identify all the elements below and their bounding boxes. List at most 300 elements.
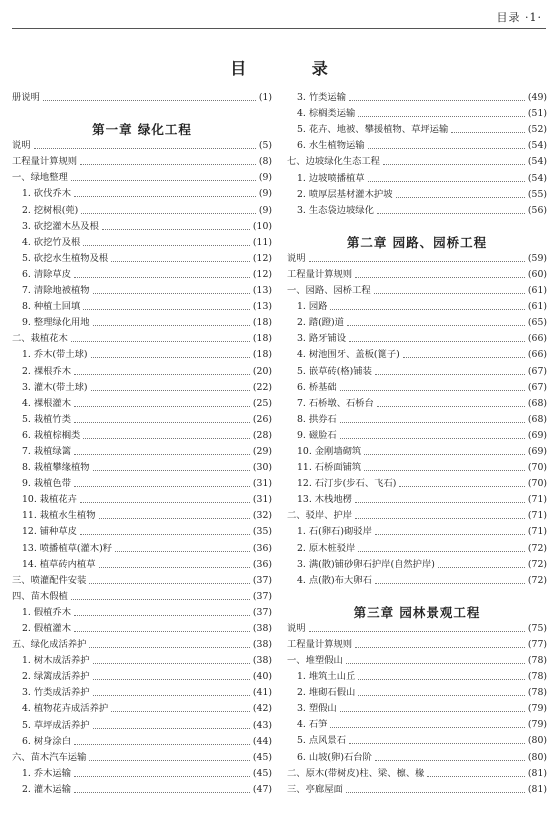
dot-leader <box>74 422 250 423</box>
toc-page-number: (61) <box>527 301 547 313</box>
toc-subentry[interactable] <box>12 442 272 458</box>
toc-subentry[interactable] <box>12 394 272 410</box>
toc-entry-label: 10. 金刚墙砌筑 <box>297 445 362 457</box>
toc-entry-label: 3. 竹类成活养护 <box>22 687 90 699</box>
toc-entry-label: 2. 裸根乔木 <box>22 365 72 377</box>
dot-leader <box>34 148 256 149</box>
toc-entry-label: 册说明 <box>12 92 40 104</box>
chapter-heading: 第二章 园路、园桥工程 <box>346 234 488 249</box>
toc-page-number: (79) <box>527 703 547 715</box>
toc-subentry[interactable] <box>287 715 547 731</box>
dot-leader <box>102 229 250 230</box>
toc-page-number: (79) <box>527 719 547 731</box>
toc-subentry[interactable] <box>287 555 547 571</box>
dot-leader <box>438 567 525 568</box>
dot-leader <box>93 679 250 680</box>
dot-leader <box>93 470 250 471</box>
toc-entry-label: 4. 植物花卉成活养护 <box>22 703 109 715</box>
toc-subentry[interactable] <box>12 249 272 265</box>
dot-leader <box>364 470 525 471</box>
toc-entry[interactable] <box>287 780 547 796</box>
toc-entry-label: 3. 竹类运输 <box>297 92 347 104</box>
toc-page-number: (40) <box>252 671 272 683</box>
toc-entry[interactable] <box>287 152 547 168</box>
toc-subentry[interactable] <box>12 683 272 699</box>
toc-subentry[interactable] <box>287 683 547 699</box>
toc-entry-label: 一、绿地整理 <box>12 172 68 184</box>
toc-entry-label: 3. 生态袋边坡绿化 <box>297 204 374 216</box>
toc-entry-label: 10. 栽植花卉 <box>22 494 77 506</box>
toc-page-number: (81) <box>527 767 547 779</box>
toc-subentry[interactable] <box>12 281 272 297</box>
dot-leader <box>396 197 525 198</box>
dot-leader <box>451 132 525 133</box>
toc-entry-label: 5. 栽植竹类 <box>22 413 72 425</box>
toc-page-number: (37) <box>252 590 272 602</box>
toc-entry-label: 6. 山坡(卵)石台阶 <box>297 751 372 763</box>
toc-entry[interactable] <box>12 88 272 104</box>
dot-leader <box>93 728 250 729</box>
toc-entry-label: 2. 原木桩驳岸 <box>297 542 356 554</box>
dot-leader <box>355 502 525 503</box>
toc-page-number: (61) <box>527 285 547 297</box>
dot-leader <box>330 309 524 310</box>
running-header <box>12 8 546 29</box>
toc-entry-label: 5. 点风景石 <box>297 735 347 747</box>
chapter-heading: 第一章 绿化工程 <box>92 122 192 137</box>
toc-page-number: (49) <box>527 92 547 104</box>
toc-entry-label: 4. 棕榈类运输 <box>297 108 356 120</box>
toc-entry[interactable] <box>287 506 547 522</box>
toc-page-number: (38) <box>252 623 272 634</box>
toc-subentry[interactable] <box>287 185 547 201</box>
toc-page-number: (78) <box>527 671 547 683</box>
toc-entry-label: 二、原木(带树皮)柱、梁、檩、椽 <box>287 767 425 779</box>
toc-subentry[interactable] <box>12 378 272 394</box>
toc-entry-label: 2. 堆砌石假山 <box>297 687 356 699</box>
dot-leader <box>340 422 525 423</box>
toc-subentry[interactable] <box>287 410 547 426</box>
toc-page-number: (37) <box>252 574 272 586</box>
toc-entry-label: 5. 砍挖水生植物及根 <box>22 252 109 264</box>
dot-leader <box>74 792 250 793</box>
toc-subentry[interactable] <box>287 458 547 474</box>
toc-page-number: (42) <box>252 703 272 715</box>
toc-entry-label: 4. 树池围牙、盖板(篦子) <box>297 349 400 361</box>
toc-page-number: (47) <box>252 783 272 795</box>
dot-leader <box>346 663 525 664</box>
dot-leader <box>375 534 525 535</box>
toc-entry-label: 3. 灌木(带土球) <box>22 381 88 393</box>
dot-leader <box>349 743 525 744</box>
toc-subentry[interactable] <box>287 426 547 442</box>
dot-leader <box>358 695 525 696</box>
toc-page-number: (26) <box>252 413 272 425</box>
dot-leader <box>355 277 525 278</box>
dot-leader <box>74 615 250 616</box>
dot-leader <box>368 181 525 182</box>
toc-subentry[interactable] <box>287 136 547 152</box>
dot-leader <box>43 100 256 101</box>
toc-page-number: (59) <box>527 252 547 264</box>
toc-entry-label: 6. 树身涂白 <box>22 735 72 747</box>
toc-page-number: (54) <box>527 140 547 152</box>
dot-leader <box>91 357 250 358</box>
toc-subentry[interactable] <box>287 747 547 763</box>
toc-page-number: (51) <box>527 108 547 120</box>
toc-page-number: (1) <box>258 92 272 104</box>
toc-entry-label: 2. 假植灌木 <box>22 623 72 634</box>
toc-entry-label: 5. 草坪成活养护 <box>22 719 90 731</box>
dot-leader <box>80 164 256 165</box>
toc-entry-label: 1. 假植乔木 <box>22 606 72 618</box>
dot-leader <box>74 454 250 455</box>
page-number: 目录 ·1· <box>496 11 542 24</box>
toc-page-number: (60) <box>527 268 547 280</box>
toc-page-number: (36) <box>252 542 272 554</box>
dot-leader <box>340 390 525 391</box>
toc-subentry[interactable] <box>287 104 547 120</box>
dot-leader <box>93 325 250 326</box>
toc-subentry[interactable] <box>12 715 272 731</box>
dot-leader <box>309 261 525 262</box>
toc-entry-label: 8. 种植土回填 <box>22 301 81 313</box>
toc-page-number: (72) <box>527 574 547 586</box>
dot-leader <box>346 792 525 793</box>
toc-right-column <box>287 88 547 796</box>
toc-page-number: (18) <box>252 349 272 361</box>
toc-subentry[interactable] <box>12 200 272 216</box>
toc-entry-label: 9. 磁脸石 <box>297 429 337 441</box>
toc-entry-label: 13. 木栈地楞 <box>297 494 352 506</box>
chapter-heading: 第三章 园林景观工程 <box>353 604 481 619</box>
toc-page-number: (31) <box>252 494 272 506</box>
toc-entry-label: 工程量计算规则 <box>287 268 353 280</box>
toc-page-number: (56) <box>527 204 547 216</box>
dot-leader <box>74 776 250 777</box>
dot-leader <box>364 454 525 455</box>
toc-left-column <box>12 88 272 796</box>
toc-page-number: (67) <box>527 365 547 377</box>
toc-page-number: (9) <box>258 172 272 184</box>
dot-leader <box>358 679 525 680</box>
dot-leader <box>99 518 250 519</box>
toc-page-number: (69) <box>527 445 547 457</box>
toc-entry[interactable] <box>287 281 547 297</box>
toc-subentry[interactable] <box>12 410 272 426</box>
toc-entry-label: 8. 拱券石 <box>297 413 337 425</box>
dot-leader <box>93 663 250 664</box>
toc-entry-label: 6. 桥基础 <box>297 381 337 393</box>
toc-entry-label: 6. 清除草皮 <box>22 268 72 280</box>
toc-entry-label: 说明 <box>287 622 306 634</box>
dot-leader <box>427 776 524 777</box>
toc-entry-label: 1. 乔木运输 <box>22 767 72 779</box>
toc-page-number: (72) <box>527 558 547 570</box>
dot-leader <box>349 100 525 101</box>
toc-subentry[interactable] <box>287 522 547 538</box>
toc-entry[interactable] <box>12 571 272 587</box>
toc-subentry[interactable] <box>12 555 272 571</box>
toc-page-number: (25) <box>252 397 272 409</box>
toc-subentry[interactable] <box>287 699 547 715</box>
toc-page-number: (54) <box>527 172 547 184</box>
toc-entry[interactable] <box>287 249 547 265</box>
toc-entry-label: 12. 铺种草皮 <box>22 526 77 538</box>
dot-leader <box>74 277 250 278</box>
toc-entry-label: 6. 水生植物运输 <box>297 140 365 152</box>
toc-subentry[interactable] <box>287 538 547 554</box>
toc-entry[interactable] <box>12 136 272 152</box>
toc-entry-label: 14. 植草砖内植草 <box>22 558 96 570</box>
toc-page-number: (80) <box>527 735 547 747</box>
toc-page-number: (32) <box>252 510 272 522</box>
toc-entry-label: 五、绿化成活养护 <box>12 639 87 651</box>
toc-subentry[interactable] <box>12 426 272 442</box>
toc-entry-label: 3. 满(散)铺砂卵石护岸(自然护岸) <box>297 558 435 570</box>
toc-entry[interactable] <box>287 764 547 780</box>
toc-entry-label: 7. 石桥墩、石桥台 <box>297 397 374 409</box>
toc-entry-label: 一、园路、园桥工程 <box>287 285 371 297</box>
toc-entry-label: 二、栽植花木 <box>12 333 68 345</box>
toc-entry-label: 7. 栽植绿篱 <box>22 445 72 457</box>
toc-entry-label: 工程量计算规则 <box>12 156 78 168</box>
toc-subentry[interactable] <box>287 313 547 329</box>
toc-subentry[interactable] <box>12 506 272 522</box>
toc-page-number: (35) <box>252 526 272 538</box>
toc-subentry[interactable] <box>12 667 272 683</box>
dot-leader <box>377 406 525 407</box>
toc-page-number: (70) <box>527 462 547 474</box>
toc-entry-label: 8. 栽植攀缘植物 <box>22 462 90 474</box>
toc-subentry[interactable] <box>287 120 547 136</box>
dot-leader <box>71 180 256 181</box>
toc-page-number: (71) <box>527 510 547 522</box>
toc-subentry[interactable] <box>287 378 547 394</box>
toc-subentry[interactable] <box>287 329 547 345</box>
toc-page-number: (68) <box>527 413 547 425</box>
toc-subentry[interactable] <box>12 265 272 281</box>
toc-page-number: (5) <box>258 140 272 152</box>
dot-leader <box>74 374 250 375</box>
toc-page-number: (71) <box>527 526 547 538</box>
toc-subentry[interactable] <box>287 667 547 683</box>
toc-entry-label: 4. 砍挖竹及根 <box>22 236 81 248</box>
toc-page-number: (30) <box>252 462 272 474</box>
toc-page-number: (20) <box>252 365 272 377</box>
toc-page-number: (29) <box>252 445 272 457</box>
toc-entry-label: 3. 砍挖灌木丛及根 <box>22 220 99 232</box>
toc-entry[interactable] <box>12 635 272 651</box>
dot-leader <box>111 261 250 262</box>
toc-entry-label: 12. 石汀步(步石、飞石) <box>297 478 397 490</box>
toc-page-number: (18) <box>252 333 272 345</box>
toc-page-number: (69) <box>527 429 547 441</box>
toc-subentry[interactable] <box>12 490 272 506</box>
toc-subentry[interactable] <box>12 651 272 667</box>
dot-leader <box>74 744 250 745</box>
toc-entry[interactable] <box>12 329 272 345</box>
toc-entry-label: 三、喷灌配件安装 <box>12 574 87 586</box>
dot-leader <box>330 727 524 728</box>
toc-entry-label: 1. 树木成活养护 <box>22 655 90 667</box>
dot-leader <box>89 583 250 584</box>
toc-page-number: (38) <box>252 639 272 651</box>
toc-subentry[interactable] <box>12 522 272 538</box>
toc-subentry[interactable] <box>12 538 272 554</box>
dot-leader <box>403 357 525 358</box>
toc-page-number: (44) <box>252 735 272 747</box>
toc-subentry[interactable] <box>12 184 272 200</box>
dot-leader <box>93 695 250 696</box>
toc-subentry[interactable] <box>12 313 272 329</box>
dot-leader <box>71 341 250 342</box>
toc-entry-label: 七、边坡绿化生态工程 <box>287 156 380 168</box>
toc-entry-label: 2. 灌木运输 <box>22 783 72 795</box>
dot-leader <box>80 502 250 503</box>
toc-subentry[interactable] <box>287 571 547 587</box>
toc-entry-label: 三、亭廊屋面 <box>287 783 343 795</box>
dot-leader <box>309 631 525 632</box>
toc-subentry[interactable] <box>287 88 547 104</box>
toc-entry-label: 说明 <box>12 140 31 152</box>
toc-entry-label: 2. 喷厚层基材灌木护坡 <box>297 188 393 200</box>
toc-page-number: (22) <box>252 381 272 393</box>
toc-entry-label: 4. 石笋 <box>297 719 328 731</box>
dot-leader <box>93 293 250 294</box>
dot-leader <box>399 486 525 487</box>
toc-page-number: (65) <box>527 317 547 329</box>
dot-leader <box>111 711 250 712</box>
dot-leader <box>115 551 250 552</box>
toc-entry-label: 7. 清除地被植物 <box>22 285 90 297</box>
toc-page-number: (10) <box>252 220 272 232</box>
dot-leader <box>375 760 525 761</box>
dot-leader <box>89 760 250 761</box>
toc-page-number: (9) <box>258 188 272 200</box>
toc-entry-label: 1. 砍伐乔木 <box>22 188 72 200</box>
toc-page-number: (12) <box>252 252 272 264</box>
toc-page-number: (45) <box>252 767 272 779</box>
dot-leader <box>71 599 250 600</box>
toc-entry-label: 3. 塑假山 <box>297 703 337 715</box>
dot-leader <box>374 293 525 294</box>
toc-subentry[interactable] <box>287 168 547 184</box>
dot-leader <box>358 551 525 552</box>
toc-page-number: (38) <box>252 655 272 667</box>
toc-subentry[interactable] <box>287 731 547 747</box>
dot-leader <box>375 583 525 584</box>
toc-subentry[interactable] <box>287 361 547 377</box>
toc-page-number: (70) <box>527 478 547 490</box>
toc-subentry[interactable] <box>287 474 547 490</box>
toc-entry[interactable] <box>287 635 547 651</box>
toc-subentry[interactable] <box>287 345 547 361</box>
toc-subentry[interactable] <box>287 394 547 410</box>
dot-leader <box>347 325 525 326</box>
toc-page-number: (78) <box>527 655 547 666</box>
toc-page-number: (41) <box>252 687 272 699</box>
dot-leader <box>368 148 525 149</box>
dot-leader <box>355 518 525 519</box>
dot-leader <box>89 647 250 648</box>
toc-page-number: (55) <box>527 188 547 200</box>
toc-entry[interactable] <box>287 619 547 635</box>
dot-leader <box>83 438 250 439</box>
toc-entry[interactable] <box>12 152 272 168</box>
toc-entry-label: 2. 挖树根(蔸) <box>22 204 79 216</box>
toc-page-number: (68) <box>527 397 547 409</box>
toc-page-number: (67) <box>527 381 547 393</box>
toc-entry-label: 2. 踏(蹬)道 <box>297 317 344 329</box>
toc-page-number: (37) <box>252 606 272 618</box>
toc-subentry[interactable] <box>12 217 272 233</box>
toc-entry-label: 1. 石(卵石)砌驳岸 <box>297 526 372 538</box>
dot-leader <box>91 390 250 391</box>
toc-entry[interactable] <box>287 265 547 281</box>
toc-page-number: (78) <box>527 687 547 699</box>
dot-leader <box>340 438 525 439</box>
toc-subentry[interactable] <box>12 603 272 619</box>
dot-leader <box>81 213 256 214</box>
dot-leader <box>83 309 250 310</box>
toc-entry-label: 13. 喷播植草(灌木)籽 <box>22 542 113 554</box>
toc-entry-label: 9. 整理绿化用地 <box>22 317 90 329</box>
toc-entry-label: 5. 花卉、地被、攀援植物、草坪运输 <box>297 124 449 136</box>
toc-page-number: (43) <box>252 719 272 731</box>
toc-subentry[interactable] <box>287 201 547 217</box>
dot-leader <box>99 567 250 568</box>
toc-entry[interactable] <box>12 587 272 603</box>
toc-subentry[interactable] <box>12 732 272 748</box>
toc-subentry[interactable] <box>12 297 272 313</box>
toc-entry-label: 1. 园路 <box>297 301 328 313</box>
toc-subentry[interactable] <box>12 474 272 490</box>
toc-subentry[interactable] <box>287 297 547 313</box>
toc-subentry[interactable] <box>12 345 272 361</box>
toc-subentry[interactable] <box>12 458 272 474</box>
toc-entry[interactable] <box>12 748 272 764</box>
toc-entry-label: 1. 堆筑土山丘 <box>297 671 356 683</box>
toc-page-number: (66) <box>527 349 547 361</box>
toc-page-number: (8) <box>258 156 272 168</box>
toc-page-number: (66) <box>527 333 547 345</box>
toc-subentry[interactable] <box>12 699 272 715</box>
toc-subentry[interactable] <box>12 780 272 796</box>
toc-subentry[interactable] <box>12 764 272 780</box>
dot-leader <box>375 374 525 375</box>
toc-subentry[interactable] <box>12 361 272 377</box>
toc-entry[interactable] <box>287 651 547 667</box>
dot-leader <box>80 534 250 535</box>
toc-entry-label: 11. 栽植水生植物 <box>22 510 96 522</box>
dot-leader <box>358 116 525 117</box>
toc-subentry[interactable] <box>287 490 547 506</box>
toc-subentry[interactable] <box>287 442 547 458</box>
toc-page-number: (13) <box>252 285 272 297</box>
toc-entry-label: 四、苗木假植 <box>12 590 68 602</box>
toc-entry[interactable] <box>12 168 272 184</box>
dot-leader <box>349 341 525 342</box>
toc-entry-label: 说明 <box>287 252 306 264</box>
toc-entry-label: 4. 裸根灌木 <box>22 397 72 409</box>
dot-leader <box>74 486 250 487</box>
toc-subentry[interactable] <box>12 619 272 635</box>
toc-entry-label: 9. 栽植色带 <box>22 478 72 490</box>
toc-entry-label: 4. 点(散)布大卵石 <box>297 574 372 586</box>
toc-page-number: (71) <box>527 494 547 506</box>
toc-subentry[interactable] <box>12 233 272 249</box>
